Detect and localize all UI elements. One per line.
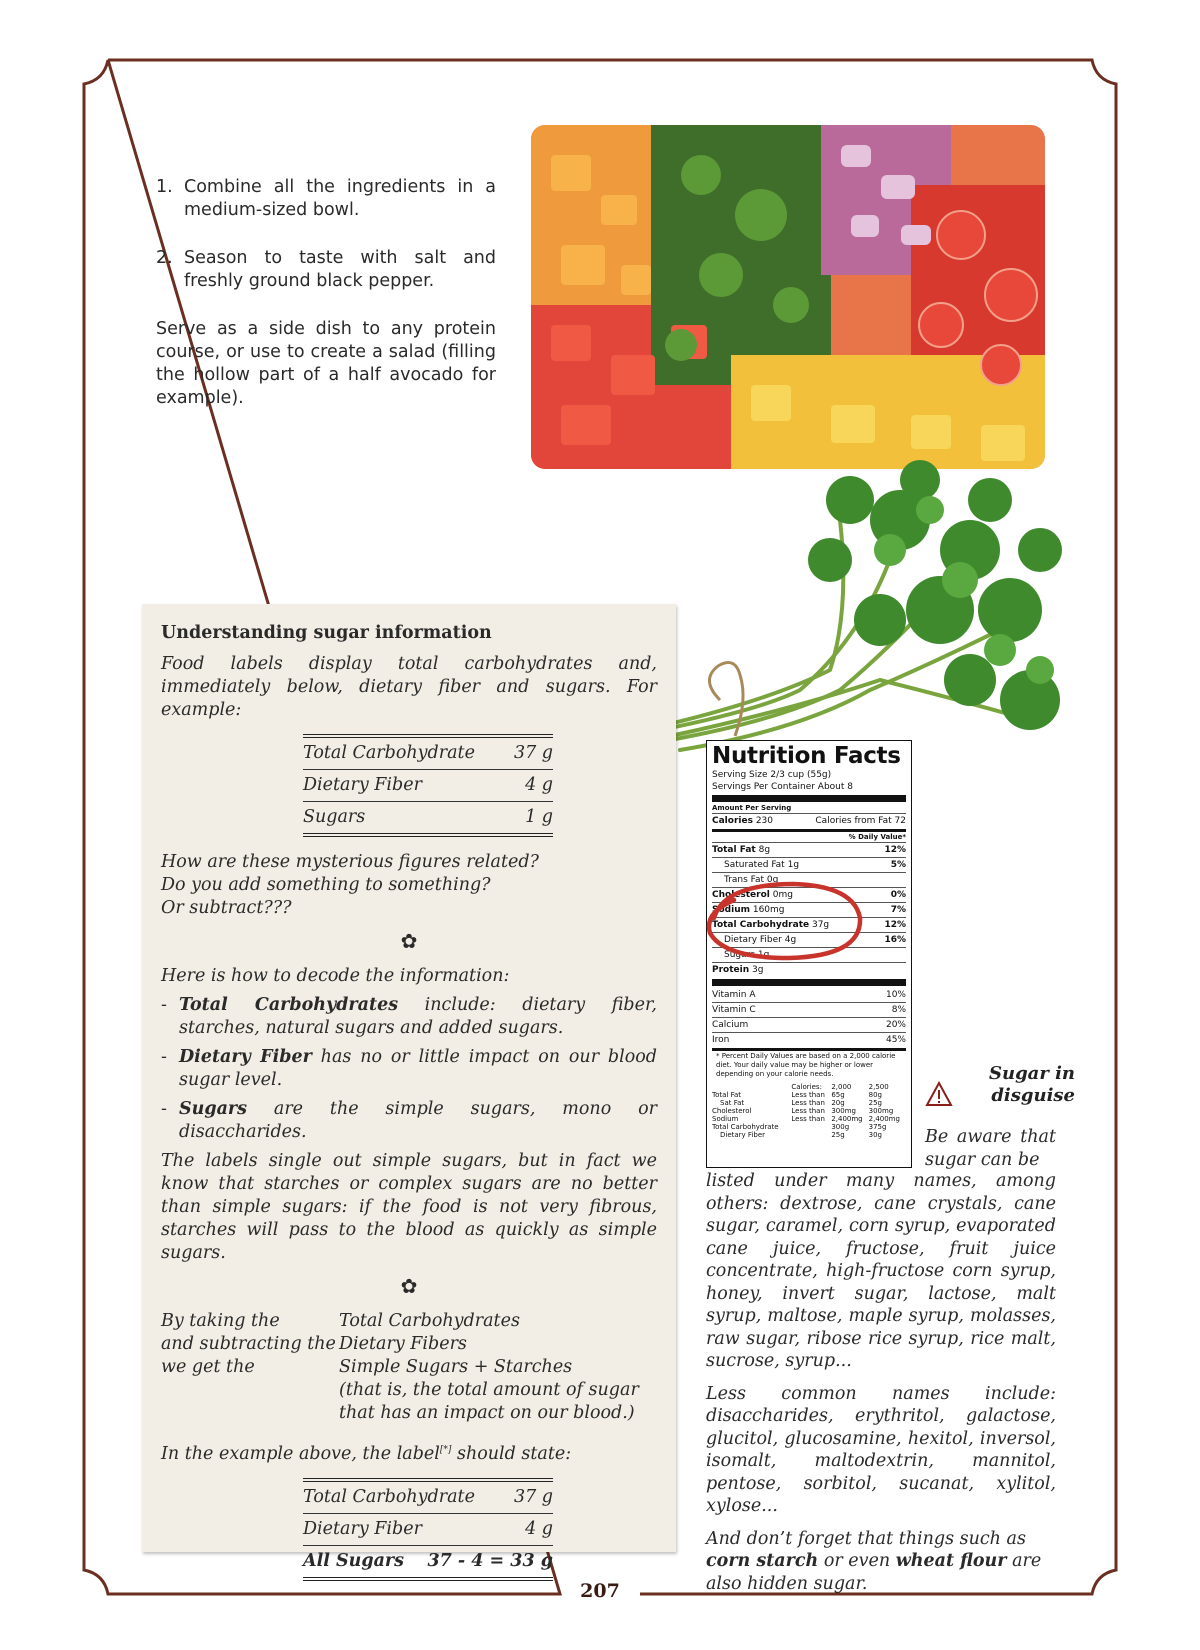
sugar-in-disguise-heading [925,1063,1075,1107]
calc-right-line: that has an impact on our blood.) [339,1403,635,1423]
step-text: Season to taste with salt and freshly ground black pepper. [184,248,496,291]
bullet-term: Sugars [179,1099,248,1119]
ornament-separator: ✿ [400,1274,418,1298]
calc-right-line: Dietary Fibers [339,1334,467,1354]
table-header-row: Calories: 2,000 2,500 [791,1083,889,1091]
be-aware-text: Be aware that sugar can be [925,1127,1056,1170]
daily-value-header: % Daily Value* [848,833,906,841]
nutrient-row: Sodium 160mg 7% [712,902,906,917]
table-row: Sodium Less than 2,400mg 2,400mg [712,1115,900,1123]
nutrient-row: Cholesterol 0mg 0% [712,887,906,902]
footnote-marker: [*] [439,1445,452,1455]
nutrient-row: Protein 3g [712,962,906,977]
recipe-step [156,247,496,293]
nutrient-row: Total Carbohydrate 37g 12% [712,917,906,932]
bullet-text: include: dietary fiber, starches, natural sugars and added sugars. [179,995,657,1038]
servings-per-container: Servings Per Container About 8 [712,782,853,792]
nutrient-row: Total Fat 8g 12% [712,842,906,857]
table-row: Cholesterol Less than 300mg 300mg [712,1107,894,1115]
row-value: 4 g [525,1518,553,1539]
nutrient-row: Dietary Fiber 4g 16% [712,932,906,947]
example-statement: In the example above, the label[*] should state: [161,1443,572,1464]
nutrition-title: Nutrition Facts [712,743,901,769]
table-row: Dietary Fiber 25g 30g [720,1131,882,1139]
row-value: 37 g [513,1486,553,1507]
table-row: Total Fat Less than 65g 80g [712,1091,882,1099]
row-value: 37 g [513,743,553,763]
calc-right-line: (that is, the total amount of sugar [339,1380,639,1400]
question-line: Do you add something to something? [161,875,491,895]
vitamin-rows [712,988,906,1047]
serving-size: Serving Size 2/3 cup (55g) [712,770,832,780]
hidden-sugar-paragraph: And don’t forget that things such as corn starch or even wheat flour are also hidden sugar. [706,1528,1042,1594]
table-row [303,1482,553,1514]
chopped-vegetables-photo [531,125,1045,469]
bullet-text: has no or little impact on our blood sugar level. [179,1047,657,1090]
list-item: - Sugars are the simple sugars, mono or disaccharides. [161,1099,657,1142]
decode-intro: Here is how to decode the information: [161,966,510,986]
vitamin-row: Vitamin C 8% [712,1002,906,1017]
question-line: Or subtract??? [161,898,292,918]
table-row: Sat Fat Less than 20g 25g [720,1099,882,1107]
calories-row: Calories 230 Calories from Fat 72 [712,813,906,828]
row-label: Sugars [303,807,366,827]
corrected-label-table [303,1478,553,1581]
serving-suggestion: Serve as a side dish to any protein course, or use to create a salad (filling the hollow part of a half avocado for example). [156,319,496,408]
bullet-term: Total Carbohydrates [179,995,399,1015]
page-number: 207 [580,1580,620,1602]
row-value: 1 g [525,807,553,827]
row-label: Total Carbohydrate [303,1486,475,1507]
questions [161,851,657,920]
row-label: Total Carbohydrate [303,743,475,763]
row-value: 4 g [525,775,553,795]
nutrient-row: Sugars 1g [712,947,906,962]
ornament-separator: ✿ [400,929,418,953]
carbohydrate-highlight-circle [694,878,874,968]
calc-right-line: Total Carbohydrates [339,1311,520,1331]
sugar-names-paragraph: listed under many names, among others: dextrose, cane crystals, cane sugar, caramel, corn syrup, evaporated cane juice, fructose, fruit juice concentrate, high-fructose corn syrup, honey, invert sugar, lactose, malt syrup, maltose, maple syrup, molasses, raw sugar, ribose rice syrup, rice malt, sucrose, syrup... [706,1171,1056,1371]
vitamin-row: Iron 45% [712,1032,906,1047]
list-item: - Total Carbohydrates include: dietary fiber, starches, natural sugars and added sugars. [161,995,657,1038]
daily-values-table [712,1083,906,1139]
calculation-explainer [161,1310,657,1425]
nutrient-row: Saturated Fat 1g 5% [712,857,906,872]
list-item: - Dietary Fiber has no or little impact on our blood sugar level. [161,1047,657,1090]
step-number: 1. [156,177,173,197]
sidebar-intro: Food labels display total carbohydrates and, immediately below, dietary fiber and sugars. For example: [161,654,657,720]
recipe-steps [156,176,496,410]
calc-right-line: Simple Sugars + Starches [339,1357,573,1377]
calc-left-line: By taking the [161,1311,280,1331]
daily-value-footnote: * Percent Daily Values are based on a 2,000 calorie diet. Your daily value may be higher or lower depending on your calorie needs. [716,1052,896,1078]
bullet-text: are the simple sugars, mono or disaccharides. [179,1099,657,1142]
row-value: 37 - 4 = 33 g [427,1550,553,1571]
question-line: How are these mysterious figures related? [161,852,539,872]
sidebar-title: Understanding sugar information [161,623,492,643]
calc-left-line: we get the [161,1357,255,1377]
less-common-paragraph: Less common names include: disaccharides, erythritol, galactose, glucitol, glucosamine, hexitol, inversol, isomalt, maltodextrin, mannitol, pentose, sorbitol, sucanat, xylitol, xylose... [706,1383,1056,1516]
step-number: 2. [156,248,173,268]
table-row [303,770,553,802]
amount-per-serving: Amount Per Serving [712,804,792,812]
table-row [303,802,553,833]
row-label: All Sugars [303,1550,404,1571]
step-text: Combine all the ingredients in a medium-sized bowl. [184,177,496,220]
vitamin-row: Vitamin A 10% [712,990,906,1000]
heading-line: Sugar in [988,1063,1075,1084]
row-label: Dietary Fiber [303,1518,422,1539]
example-label-table [303,734,553,837]
sugar-names-column [706,1170,1056,1605]
table-row: Total Carbohydrate 300g 375g [712,1123,887,1131]
vitamin-row: Calcium 20% [712,1017,906,1032]
sugar-paragraph: The labels single out simple sugars, but in fact we know that starches or complex sugars are no better than simple sugars: if the food is not very fibrous, starches will pass to the blood as quickly as simple sugars. [161,1151,657,1263]
warning-triangle-icon [925,1081,953,1107]
nutrient-row: Trans Fat 0g [712,872,906,887]
recipe-step [156,176,496,222]
heading-line: disguise [991,1085,1075,1106]
table-row-total [303,1546,553,1577]
table-row [303,1514,553,1546]
calc-left-line: and subtracting the [161,1334,336,1354]
sugar-info-sidebar [142,604,676,1571]
bullet-term: Dietary Fiber [179,1047,312,1067]
row-label: Dietary Fiber [303,775,422,795]
table-row [303,738,553,770]
